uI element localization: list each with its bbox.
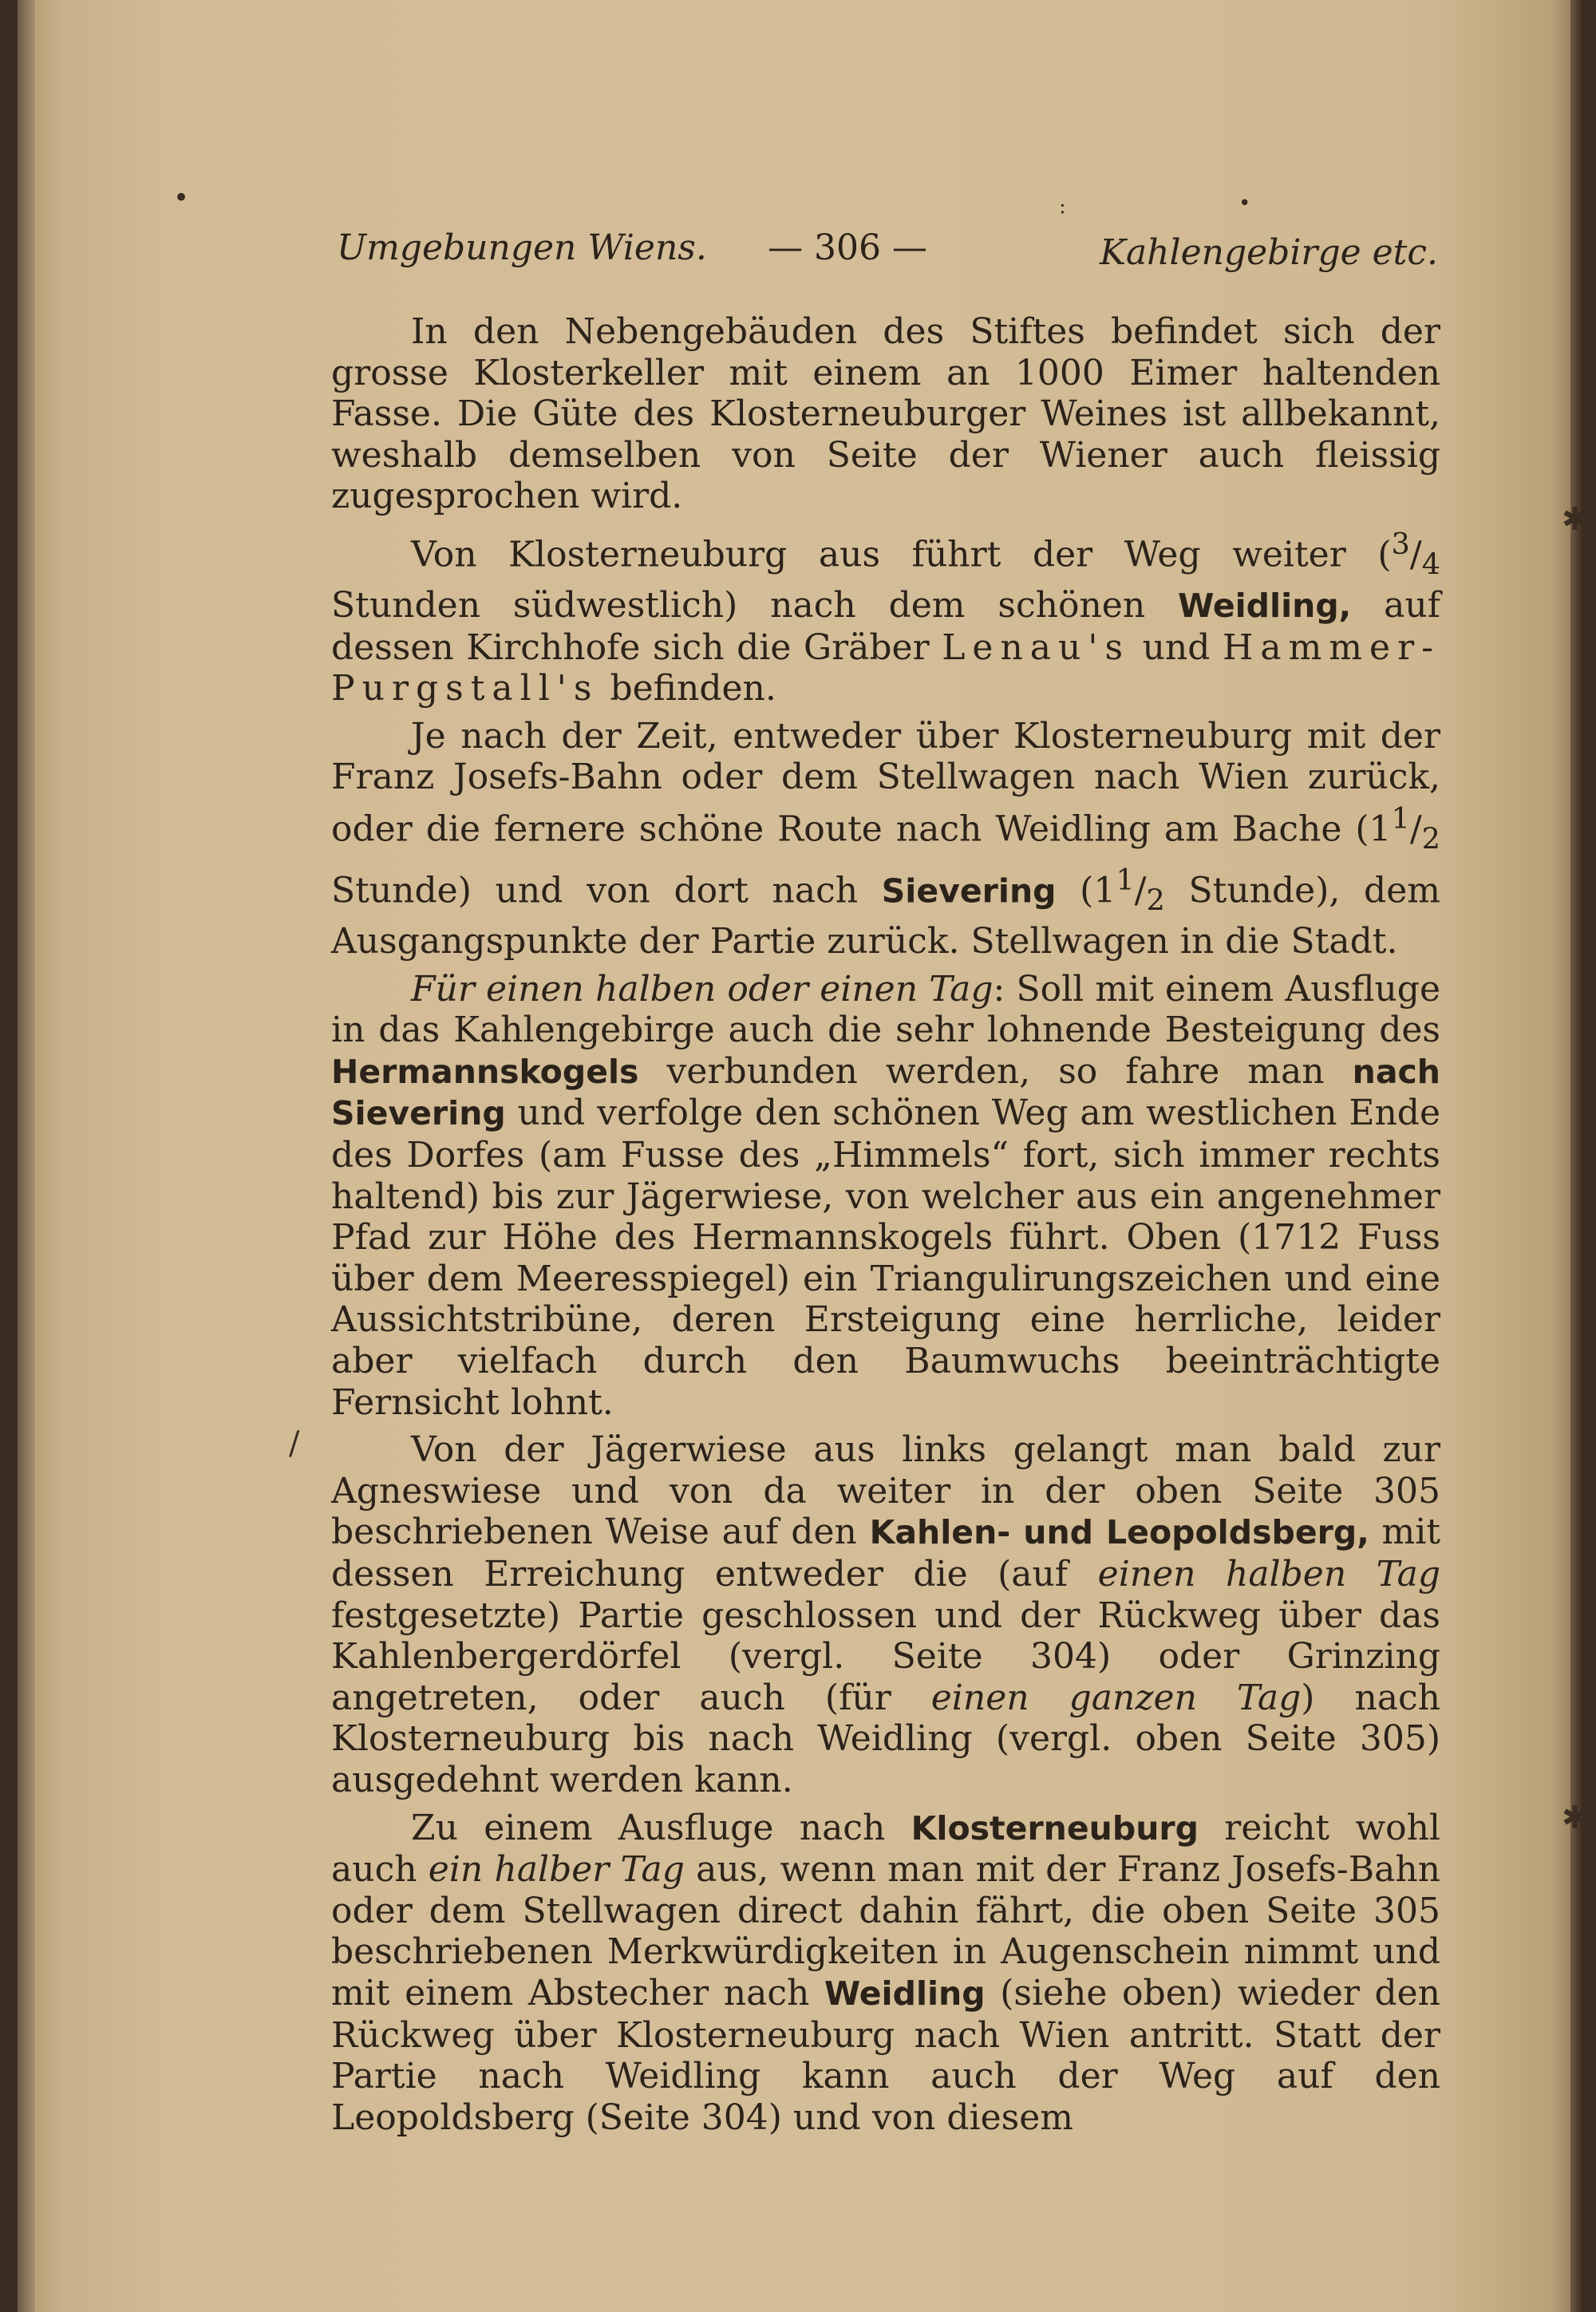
running-head-section: Kahlengebirge etc. [1100, 232, 1438, 273]
text-run: Von der Jägerwiese aus links gelangt man bald zur Agneswiese und von da weiter in der oben Seite 305 beschriebenen Weise auf den [331, 1429, 1440, 1553]
bold-place-name: Hermannskogels [331, 1052, 639, 1091]
text-run: (siehe oben) wieder den Rückweg über Klosterneuburg nach Wien antritt. Statt der Partie nach Weidling kann auch der Weg auf den Leopoldsberg (Seite 304) und von diesem [331, 1972, 1441, 2138]
text-run: aus, wenn man mit der Franz Josefs-Bahn oder dem Stellwagen direct dahin fährt, die oben Seite 305 beschriebenen Merkwürdigkeiten in Augenschein nimmt und mit einem Abstecher nach [331, 1849, 1440, 2014]
running-head [337, 227, 1438, 275]
text-run: reicht wohl auch [331, 1807, 1441, 1891]
fraction-denominator: 2 [1421, 821, 1440, 856]
italic-run: einen halben Tag [1097, 1553, 1440, 1595]
text-run: Stunden südwestlich) nach dem schönen [331, 585, 1179, 626]
text-run: auf dessen Kirchhofe sich die Gräber [331, 585, 1441, 668]
running-head-title: Umgebungen Wiens. [337, 227, 707, 268]
text-run: verbunden werden, so fahre man [638, 1050, 1353, 1092]
paragraph-6 [331, 1808, 1440, 2139]
italic-run: einen ganzen Tag [930, 1677, 1302, 1718]
text-run: ) nach Klosterneuburg bis nach Weidling (vergl. oben Seite 305) ausgedehnt werden kann. [331, 1677, 1441, 1800]
text-run: und [1130, 626, 1223, 668]
speck-mark: • [173, 182, 190, 214]
bold-place-name: Kahlen- und Leopoldsberg, [869, 1513, 1369, 1552]
book-page [18, 0, 1589, 2312]
paragraph-1 [331, 311, 1440, 517]
text-run: und verfolge den schönen Weg am westlichen Ende des Dorfes (am Fusse des „Himmels“ fort, sich immer rechts haltend) bis zur Jägerwiese, von welcher aus ein angenehmer Pfad zur Höhe des Hermannskogels führt. Oben (1712 Fuss über dem Meeresspiegel) ein Triangulirungszeichen und eine Aussichtstribüne, deren Ersteigung eine herrliche, leider aber vielfach durch den Baumwuchs beeinträchtigte Fernsicht lohnt. [331, 1093, 1440, 1423]
fraction-numerator: 1 [1116, 863, 1135, 898]
bold-place-name: Sievering [881, 871, 1057, 911]
fraction-denominator: 2 [1146, 883, 1165, 918]
bold-place-name: nach Sievering [331, 1052, 1440, 1133]
book-spine-shadow [18, 0, 35, 2312]
paragraph-4 [331, 969, 1440, 1424]
italic-run: ein halber Tag [428, 1849, 685, 1891]
text-run: : Soll mit einem Ausfluge in das Kahlengebirge auch die sehr lohnende Besteigung des [331, 968, 1440, 1051]
fraction-denominator: 4 [1421, 547, 1440, 582]
text-run: befinden. [598, 668, 776, 709]
paragraph-2: Von Klosterneuburg aus führt der Weg weiter ($^3/_4$ Stunden südwestlich) nach dem schönen Weidling, auf dessen Kirchhofe sich die Gräber Lenau's und Hammer-Purgstall's befinden. [331, 526, 1441, 709]
paragraph-3: Je nach der Zeit, entweder über Klosterneuburg mit der Franz Josefs-Bahn oder dem Stellwagen nach Wien zurück, oder die fernere schöne Route nach Weidling am Bache ($1^1/_2$ Stunde) und von dort nach Sievering ($1^1/_2$ Stunde), dem Ausgangspunkte der Partie zurück. Stellwagen in die Stadt. [331, 715, 1440, 962]
tab-mark: ✱ [1562, 501, 1589, 538]
bold-place-name: Weidling [824, 1974, 986, 2013]
fraction-numerator: 1 [1391, 800, 1410, 836]
paragraph-5 [331, 1429, 1440, 1800]
body-text [331, 311, 1440, 2144]
text-run: Je nach der Zeit, entweder über Klosterneuburg mit der Franz Josefs-Bahn oder dem Stellwagen nach Wien zurück, oder die fernere schöne Route nach Weidling am Bache (1 [331, 715, 1440, 850]
italic-run: Für einen halben oder einen Tag [411, 968, 994, 1010]
text-run: Zu einem Ausfluge nach [411, 1807, 911, 1848]
tab-mark: ✱ [1562, 1800, 1589, 1836]
spaced-name: Lenau's [942, 626, 1131, 668]
text-run: In den Nebengebäuden des Stiftes befindet sich der grosse Klosterkeller mit einem an 1000 Eimer haltenden Fasse. Die Güte des Klosterneuburger Weines ist allbekannt, weshalb demselben von Seite der Wiener auch fleissig zugesprochen wird. [331, 311, 1440, 517]
spaced-name: Hammer-Purgstall's [331, 626, 1440, 709]
speck-mark: : [1059, 195, 1066, 219]
text-run: Stunde) und von dort nach [331, 870, 882, 911]
text-run: festgesetzte) Partie geschlossen und der Rückweg über das Kahlenbergerdörfel (vergl. Seite 304) oder Grinzing angetreten, oder auch (für [331, 1595, 1440, 1718]
text-run: Stunde), dem Ausgangspunkte der Partie zurück. Stellwagen in die Stadt. [331, 870, 1440, 962]
bold-place-name: Weidling, [1178, 587, 1352, 626]
bold-place-name: Klosterneuburg [911, 1808, 1199, 1848]
pencil-mark: / [289, 1425, 300, 1462]
text-run: mit dessen Erreichung entweder die (auf [331, 1512, 1441, 1595]
text-run: Von Klosterneuburg aus führt der Weg weiter ( [411, 534, 1392, 575]
page-edge [1570, 0, 1583, 2312]
fraction-numerator: 3 [1391, 526, 1410, 561]
page-number: — 306 — [768, 227, 927, 268]
speck-mark: • [1238, 192, 1251, 215]
text-run: (1 [1056, 870, 1116, 911]
